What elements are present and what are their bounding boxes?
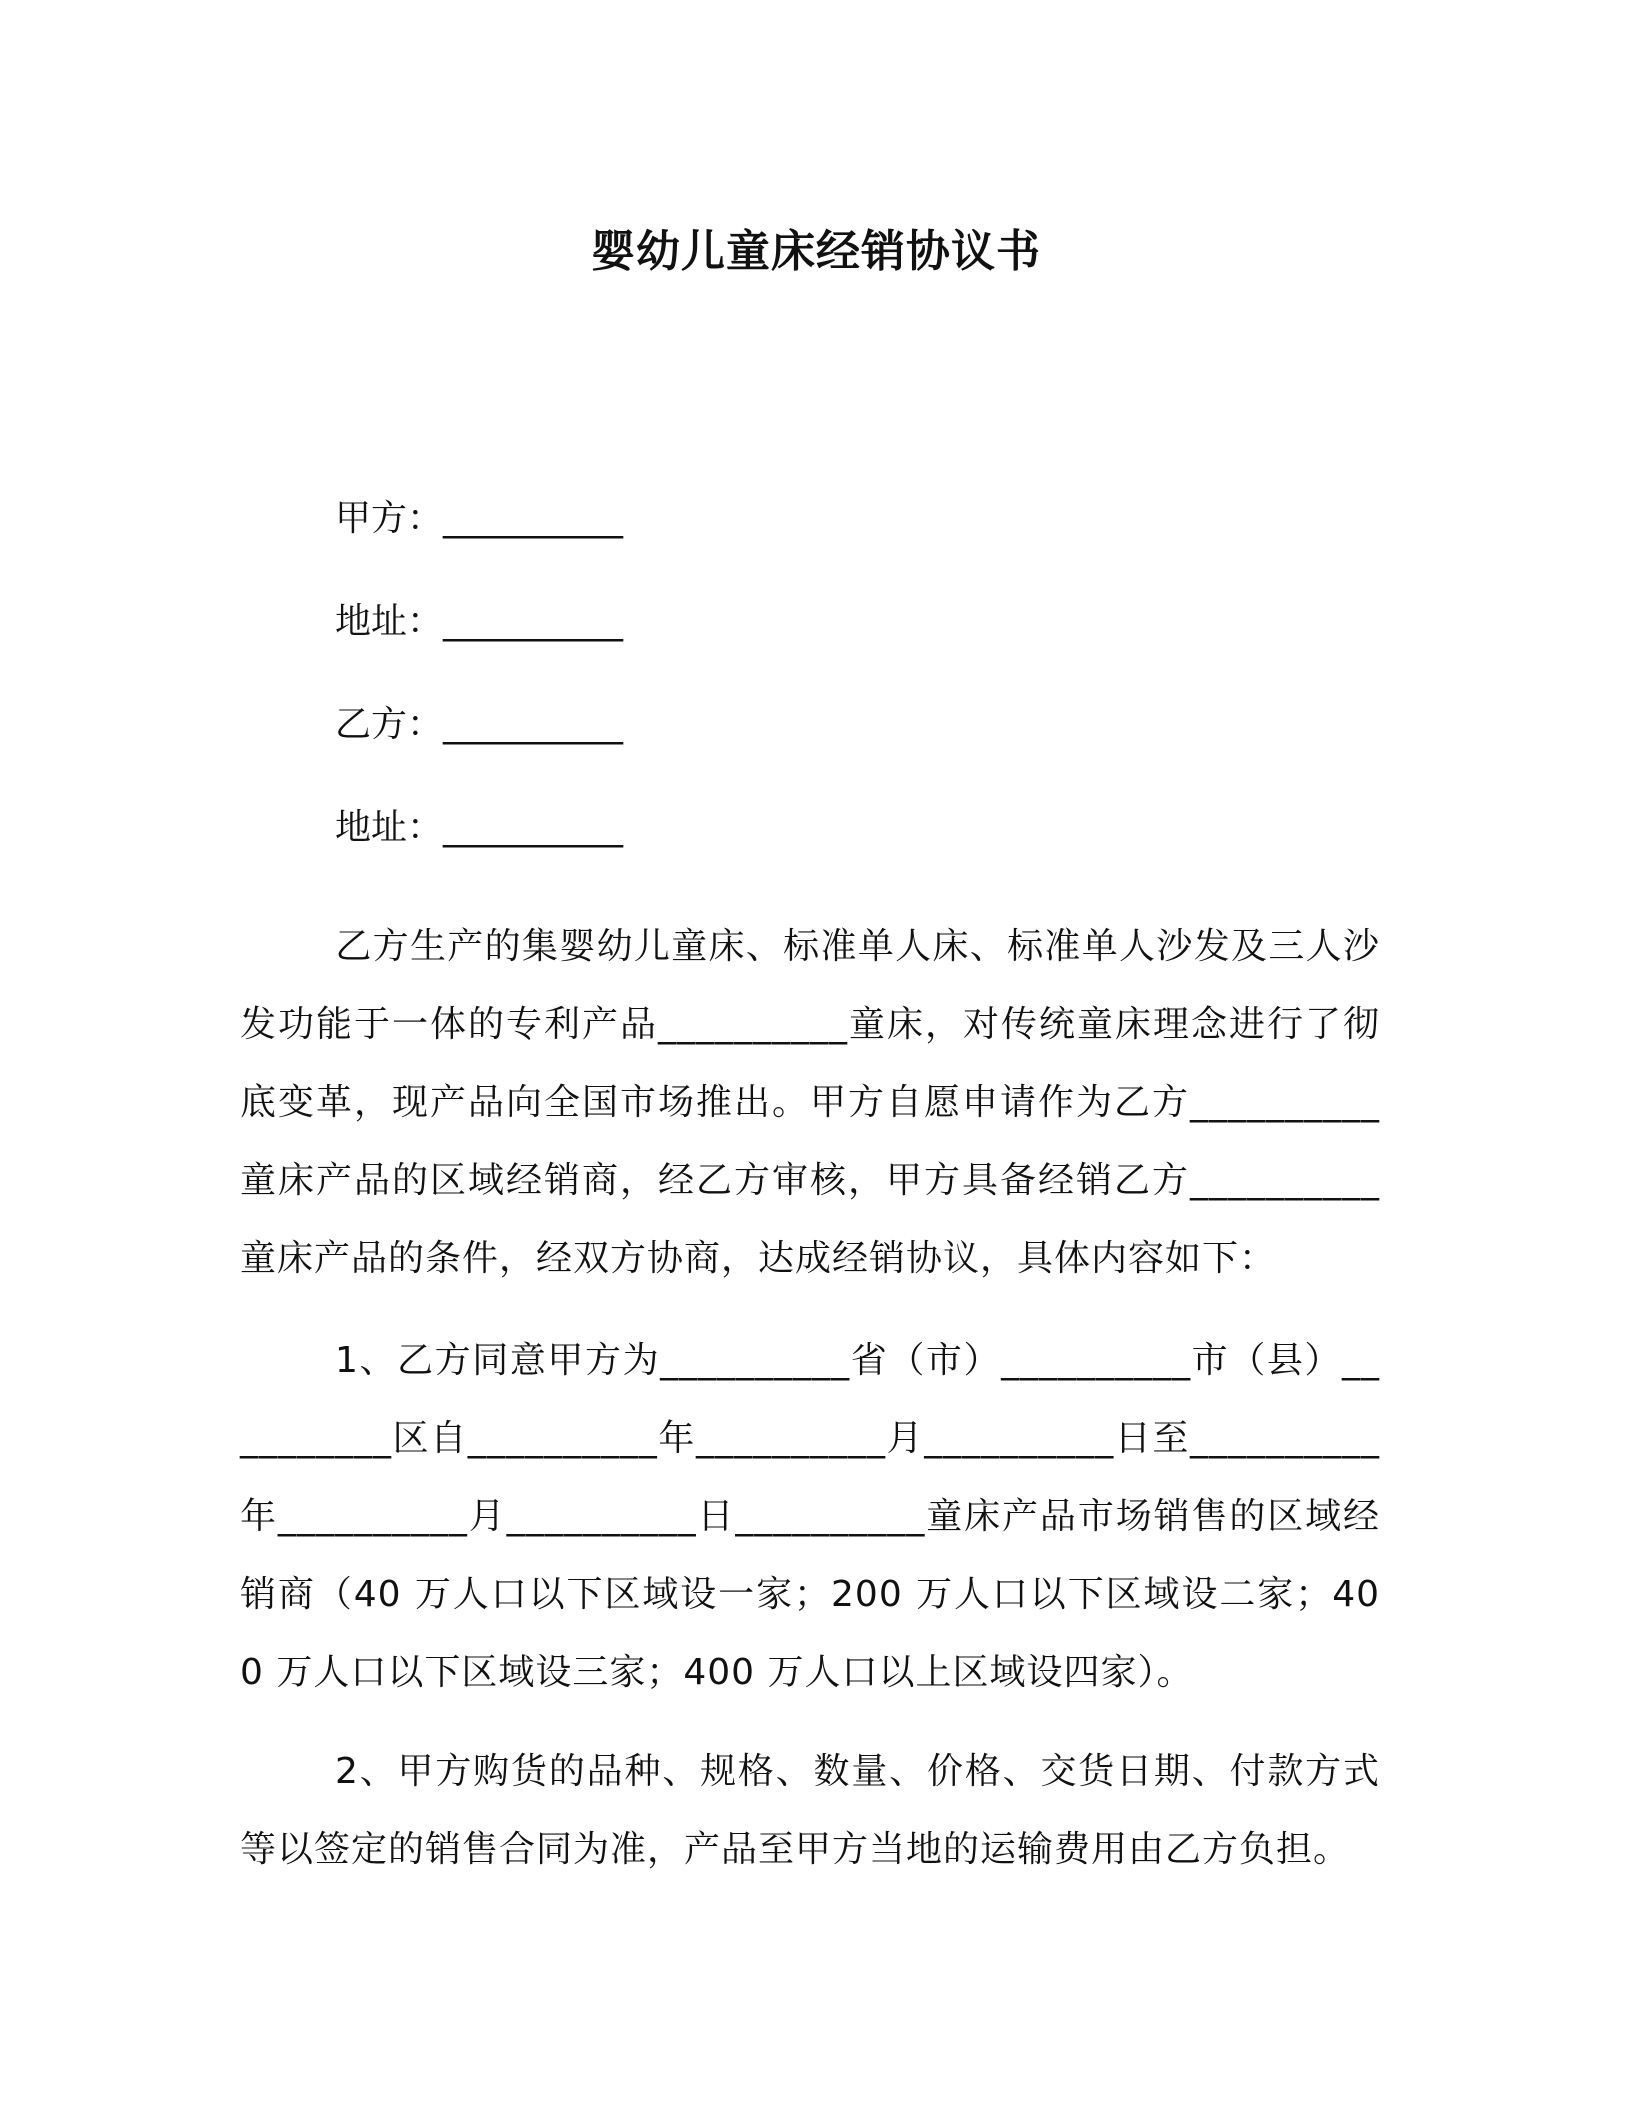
party-b-field [335, 700, 623, 750]
document-title: 婴幼儿童床经销协议书 [591, 226, 1041, 277]
party-a-blank: __________ [443, 498, 624, 539]
party-a-address-label: 地址： [335, 601, 444, 642]
clause-1-paragraph [240, 1322, 1380, 1712]
party-b-address-field [335, 803, 623, 853]
clause-2-text: 2、甲方购货的品种、规格、数量、价格、交货日期、付款方式等以签定的销售合同为准，产品至甲方当地的运输费用由乙方负担。 [240, 1751, 1380, 1870]
party-a-label: 甲方： [335, 498, 444, 539]
party-a-field [335, 494, 623, 544]
clause-1-text: 1、乙方同意甲方为__________省（市）__________市（县）__________区自__________年__________月__________日至__________年__________月__________日__________童床产品市场销售的区域经销商（40 万人口以下区域设一家；200 万人口以下区域设二家；400 万人口以下区域设三家；400 万人口以上区域设四家）。 [240, 1340, 1380, 1693]
party-b-label: 乙方： [335, 704, 444, 745]
party-b-blank: __________ [443, 704, 624, 745]
party-b-address-label: 地址： [335, 807, 444, 848]
party-a-address-blank: __________ [443, 601, 624, 642]
intro-paragraph [240, 908, 1380, 1298]
party-b-address-blank: __________ [443, 807, 624, 848]
party-a-address-field [335, 597, 623, 647]
intro-paragraph-text: 乙方生产的集婴幼儿童床、标准单人床、标准单人沙发及三人沙发功能于一体的专利产品__________童床，对传统童床理念进行了彻底变革，现产品向全国市场推出。甲方自愿申请作为乙方__________童床产品的区域经销商，经乙方审核，甲方具备经销乙方__________童床产品的条件，经双方协商，达成经销协议，具体内容如下： [240, 926, 1380, 1279]
clause-2-paragraph [240, 1733, 1380, 1889]
